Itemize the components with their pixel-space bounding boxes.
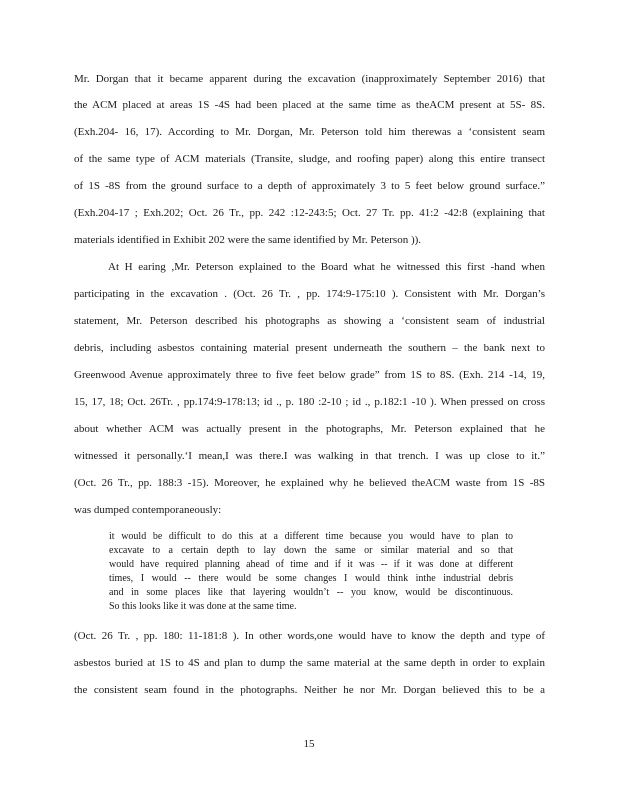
paragraph-2-line-1: At H earing ,Mr. Peterson explained to the Board what he witnessed this first -hand when [108, 261, 545, 273]
paragraph-3-line-1: (Oct. 26 Tr. , pp. 180: 11-181:8 ). In other words,one would have to know the depth and type of [74, 630, 545, 642]
page-number: 15 [303, 738, 315, 750]
block-quote-line-4: times, I would -- there would be some changes I would think inthe industrial debris [109, 573, 513, 584]
paragraph-3-line-2: asbestos buried at 1S to 4S and plan to dump the same material at the same depth in order to explain [74, 657, 545, 669]
block-quote-line-6: So this looks like it was done at the same time. [109, 601, 297, 612]
paragraph-1-line-2: the ACM placed at areas 1S -4S had been placed at the same time as theACM present at 5S- 8S. [74, 99, 545, 111]
paragraph-1-line-3: (Exh.204- 16, 17). According to Mr. Dorgan, Mr. Peterson told him therewas a ‘consistent seam [74, 126, 545, 138]
paragraph-2-line-6: 15, 17, 18; Oct. 26Tr. , pp.174:9-178:13; id ., p. 180 :2-10 ; id ., p.182:1 -10 ). When pressed on cross [74, 396, 545, 408]
block-quote-line-2: excavate to a certain depth to lay down the same or similar material and so that [109, 545, 513, 556]
paragraph-2-line-2: participating in the excavation . (Oct. 26 Tr. , pp. 174:9-175:10 ). Consistent with Mr. Dorgan’s [74, 288, 545, 300]
paragraph-2-line-3: statement, Mr. Peterson described his photographs as showing a ‘consistent seam of industrial [74, 315, 545, 327]
paragraph-3-line-3: the consistent seam found in the photographs. Neither he nor Mr. Dorgan believed this to be a [74, 684, 545, 696]
paragraph-2-line-5: Greenwood Avenue approximately three to five feet below grade” from 1S to 8S. (Exh. 214 -14, 19, [74, 369, 545, 381]
paragraph-2-line-9: (Oct. 26 Tr., pp. 188:3 -15). Moreover, he explained why he believed theACM waste from 1S -8S [74, 477, 545, 489]
paragraph-1-line-1: Mr. Dorgan that it became apparent during the excavation (inapproximately September 2016) that [74, 73, 545, 85]
paragraph-1-line-4: of the same type of ACM materials (Transite, sludge, and roofing paper) along this entire transect [74, 153, 545, 165]
block-quote-line-5: and in some places like that layering wouldn’t -- you know, would be discontinuous. [109, 587, 513, 598]
paragraph-1-line-6: (Exh.204-17 ; Exh.202; Oct. 26 Tr., pp. 242 :12-243:5; Oct. 27 Tr. pp. 41:2 -42:8 (explaining that [74, 207, 545, 219]
paragraph-2-line-8: witnessed it personally.‘I mean,I was there.I was walking in that trench. I was up close to it.” [74, 450, 545, 462]
paragraph-2-line-4: debris, including asbestos containing material present underneath the southern – the bank next to [74, 342, 545, 354]
block-quote-line-1: it would be difficult to do this at a different time because you would have to plan to [109, 531, 513, 542]
paragraph-2-line-7: about whether ACM was actually present in the photographs, Mr. Peterson explained that he [74, 423, 545, 435]
block-quote-line-3: would have required planning ahead of time and if it was -- if it was done at different [109, 559, 513, 570]
paragraph-1-line-5: of 1S -8S from the ground surface to a depth of approximately 3 to 5 feet below ground surface.” [74, 180, 545, 192]
paragraph-1-line-7: materials identified in Exhibit 202 were the same identified by Mr. Peterson )). [74, 234, 422, 246]
paragraph-2-line-10: was dumped contemporaneously: [74, 504, 222, 516]
